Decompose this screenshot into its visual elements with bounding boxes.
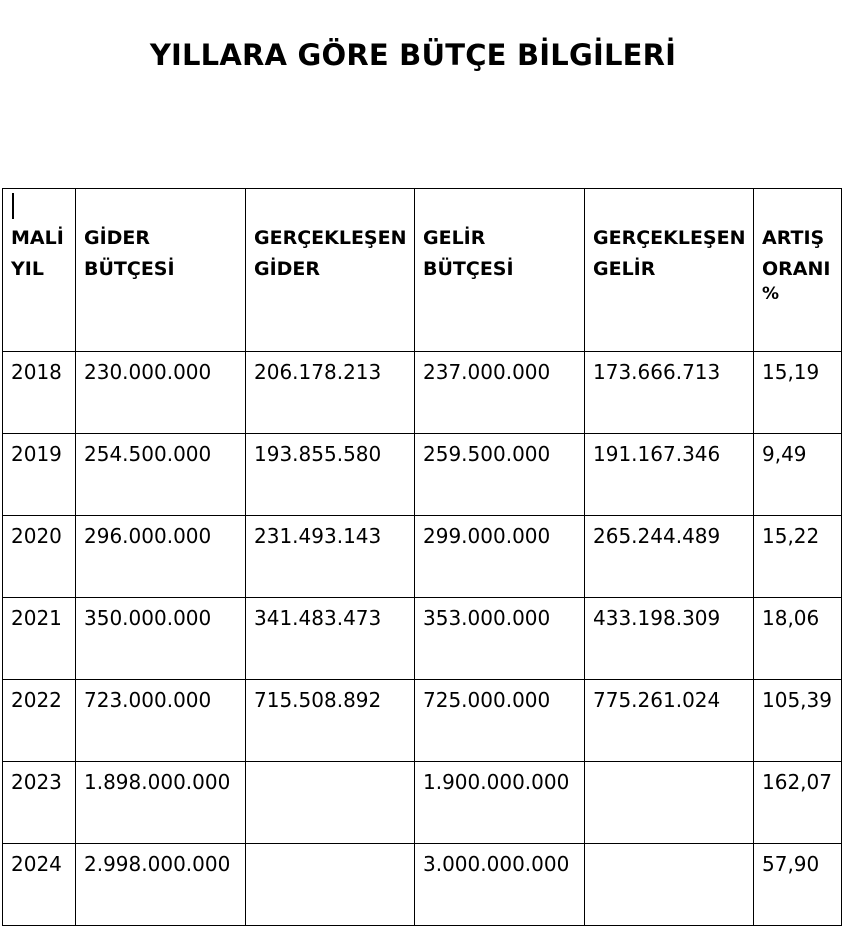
cell-year: 2021 bbox=[3, 598, 76, 680]
header-text: GİDER bbox=[254, 258, 321, 280]
cell-expense-budget: 723.000.000 bbox=[76, 680, 246, 762]
cell-realized-income bbox=[585, 844, 754, 926]
table-row bbox=[3, 352, 842, 434]
cell-expense-budget: 254.500.000 bbox=[76, 434, 246, 516]
header-text: BÜTÇESİ bbox=[84, 258, 175, 280]
cell-realized-income: 265.244.489 bbox=[585, 516, 754, 598]
table-header-row bbox=[3, 189, 842, 352]
cell-year: 2018 bbox=[3, 352, 76, 434]
header-fiscal-year bbox=[3, 189, 76, 352]
header-realized-income bbox=[585, 189, 754, 352]
cell-realized-expense bbox=[246, 762, 415, 844]
cell-increase-rate: 9,49 bbox=[754, 434, 842, 516]
cell-realized-expense: 231.493.143 bbox=[246, 516, 415, 598]
cell-realized-expense: 206.178.213 bbox=[246, 352, 415, 434]
header-text: ARTIŞ bbox=[762, 227, 825, 249]
cell-realized-income: 775.261.024 bbox=[585, 680, 754, 762]
cell-expense-budget: 2.998.000.000 bbox=[76, 844, 246, 926]
cell-income-budget: 1.900.000.000 bbox=[415, 762, 585, 844]
cell-realized-income bbox=[585, 762, 754, 844]
cell-year: 2019 bbox=[3, 434, 76, 516]
page-title-text: YILLARA GÖRE BÜTÇE BİLGİLERİ bbox=[149, 38, 677, 72]
header-text: MALİ bbox=[11, 227, 64, 249]
table-row bbox=[3, 762, 842, 844]
cell-realized-expense: 715.508.892 bbox=[246, 680, 415, 762]
header-text: GELİR bbox=[423, 227, 486, 249]
cell-increase-rate: 162,07 bbox=[754, 762, 842, 844]
cell-expense-budget: 350.000.000 bbox=[76, 598, 246, 680]
cell-realized-expense: 193.855.580 bbox=[246, 434, 415, 516]
cell-income-budget: 299.000.000 bbox=[415, 516, 585, 598]
cell-expense-budget: 1.898.000.000 bbox=[76, 762, 246, 844]
table-row bbox=[3, 434, 842, 516]
cell-increase-rate: 105,39 bbox=[754, 680, 842, 762]
table-row bbox=[3, 598, 842, 680]
cell-year: 2024 bbox=[3, 844, 76, 926]
cell-realized-expense bbox=[246, 844, 415, 926]
header-expense-budget bbox=[76, 189, 246, 352]
page-title bbox=[0, 38, 850, 72]
cell-realized-income: 191.167.346 bbox=[585, 434, 754, 516]
cell-income-budget: 3.000.000.000 bbox=[415, 844, 585, 926]
cell-increase-rate: 18,06 bbox=[754, 598, 842, 680]
header-text: GELİR bbox=[593, 258, 656, 280]
header-text: GİDER bbox=[84, 227, 151, 249]
header-increase-rate bbox=[754, 189, 842, 352]
header-text: % bbox=[762, 284, 780, 304]
header-text: YIL bbox=[11, 258, 44, 280]
cell-income-budget: 237.000.000 bbox=[415, 352, 585, 434]
cell-expense-budget: 230.000.000 bbox=[76, 352, 246, 434]
cell-income-budget: 353.000.000 bbox=[415, 598, 585, 680]
cell-increase-rate: 15,19 bbox=[754, 352, 842, 434]
cell-realized-expense: 341.483.473 bbox=[246, 598, 415, 680]
budget-table bbox=[2, 188, 842, 926]
header-text: BÜTÇESİ bbox=[423, 258, 514, 280]
header-realized-expense bbox=[246, 189, 415, 352]
header-text: GERÇEKLEŞEN bbox=[254, 227, 407, 249]
table-row bbox=[3, 680, 842, 762]
cell-realized-income: 433.198.309 bbox=[585, 598, 754, 680]
cell-year: 2023 bbox=[3, 762, 76, 844]
cell-income-budget: 259.500.000 bbox=[415, 434, 585, 516]
header-text: ORANI bbox=[762, 258, 831, 280]
cell-expense-budget: 296.000.000 bbox=[76, 516, 246, 598]
cell-increase-rate: 15,22 bbox=[754, 516, 842, 598]
cell-increase-rate: 57,90 bbox=[754, 844, 842, 926]
cell-realized-income: 173.666.713 bbox=[585, 352, 754, 434]
header-text: GERÇEKLEŞEN bbox=[593, 227, 746, 249]
table-row bbox=[3, 844, 842, 926]
header-income-budget bbox=[415, 189, 585, 352]
cell-year: 2020 bbox=[3, 516, 76, 598]
cell-income-budget: 725.000.000 bbox=[415, 680, 585, 762]
table-row bbox=[3, 516, 842, 598]
cell-year: 2022 bbox=[3, 680, 76, 762]
